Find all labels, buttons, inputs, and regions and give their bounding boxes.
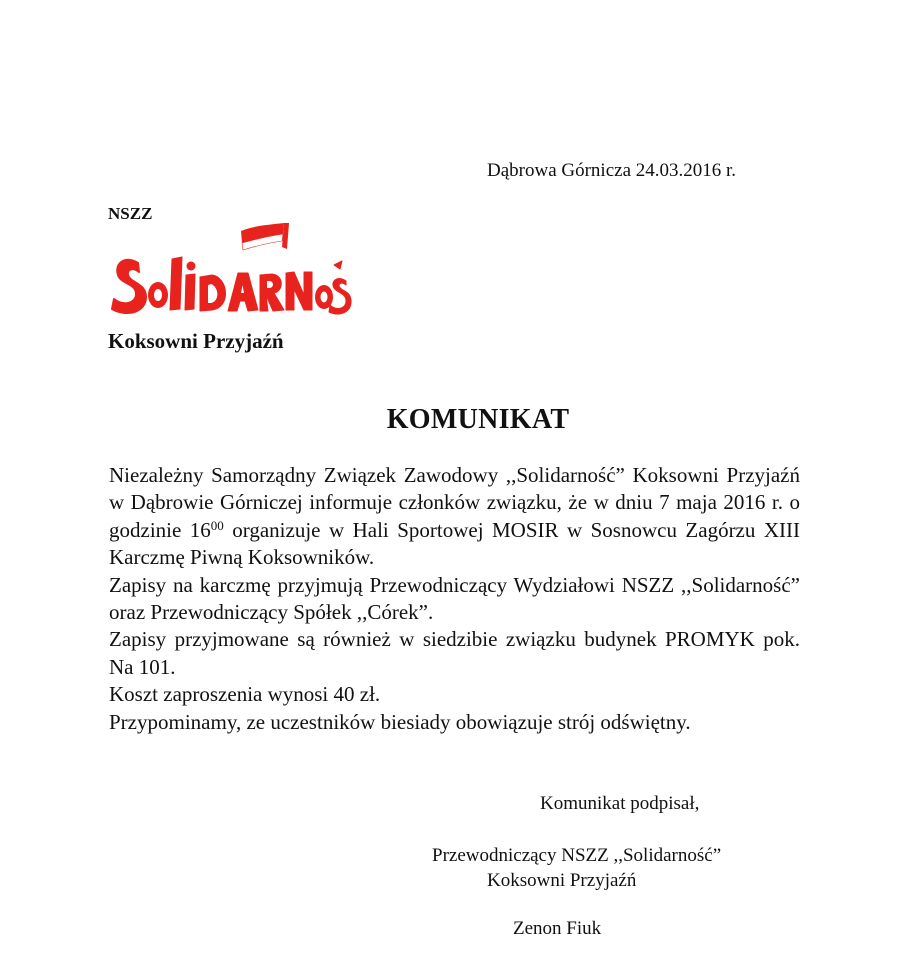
paragraph-dress-code: Przypominamy, ze uczestników biesiady obowiązuje strój odświętny. (109, 709, 691, 734)
union-abbreviation: NSZZ (108, 204, 153, 223)
signatory-role: Przewodniczący NSZZ ,,Solidarność” (432, 845, 722, 866)
event-text-end: organizuje w Hali Sportowej MOSIR w Sosnowcu Zagórzu XIII Karczmę Piwną Koksowników. (109, 517, 800, 570)
announcement-body (109, 462, 800, 736)
signatory-name: Zenon Fiuk (513, 918, 602, 939)
paragraph-registration-location: Zapisy przyjmowane są również w siedzibie związku budynek PROMYK pok. Na 101. (109, 627, 800, 679)
organization-name: Koksowni Przyjaźń (108, 329, 284, 353)
time-minutes: 00 (210, 517, 224, 533)
paragraph-event (109, 462, 800, 572)
document-title: KOMUNIKAT (386, 404, 570, 435)
solidarnosc-logo (108, 217, 353, 317)
event-text-start: Niezależny Samorządny Związek Zawodowy ,,Solidarność” Koksowni Przyjaźń w Dąbrowie Górniczej informuje członków związku, że w dniu 7 maja 2016 r. o godzinie 16 (109, 463, 800, 542)
paragraph-cost: Koszt zaproszenia wynosi 40 zł. (109, 682, 381, 707)
signed-by-label: Komunikat podpisał, (540, 793, 700, 814)
document-date: Dąbrowa Górnicza 24.03.2016 r. (487, 160, 737, 181)
signatory-organization: Koksowni Przyjaźń (487, 870, 637, 891)
paragraph-registration: Zapisy na karczmę przyjmują Przewodniczący Wydziałowi NSZZ ,,Solidarność” oraz Przewodniczący Spółek ,,Córek”. (109, 572, 800, 625)
